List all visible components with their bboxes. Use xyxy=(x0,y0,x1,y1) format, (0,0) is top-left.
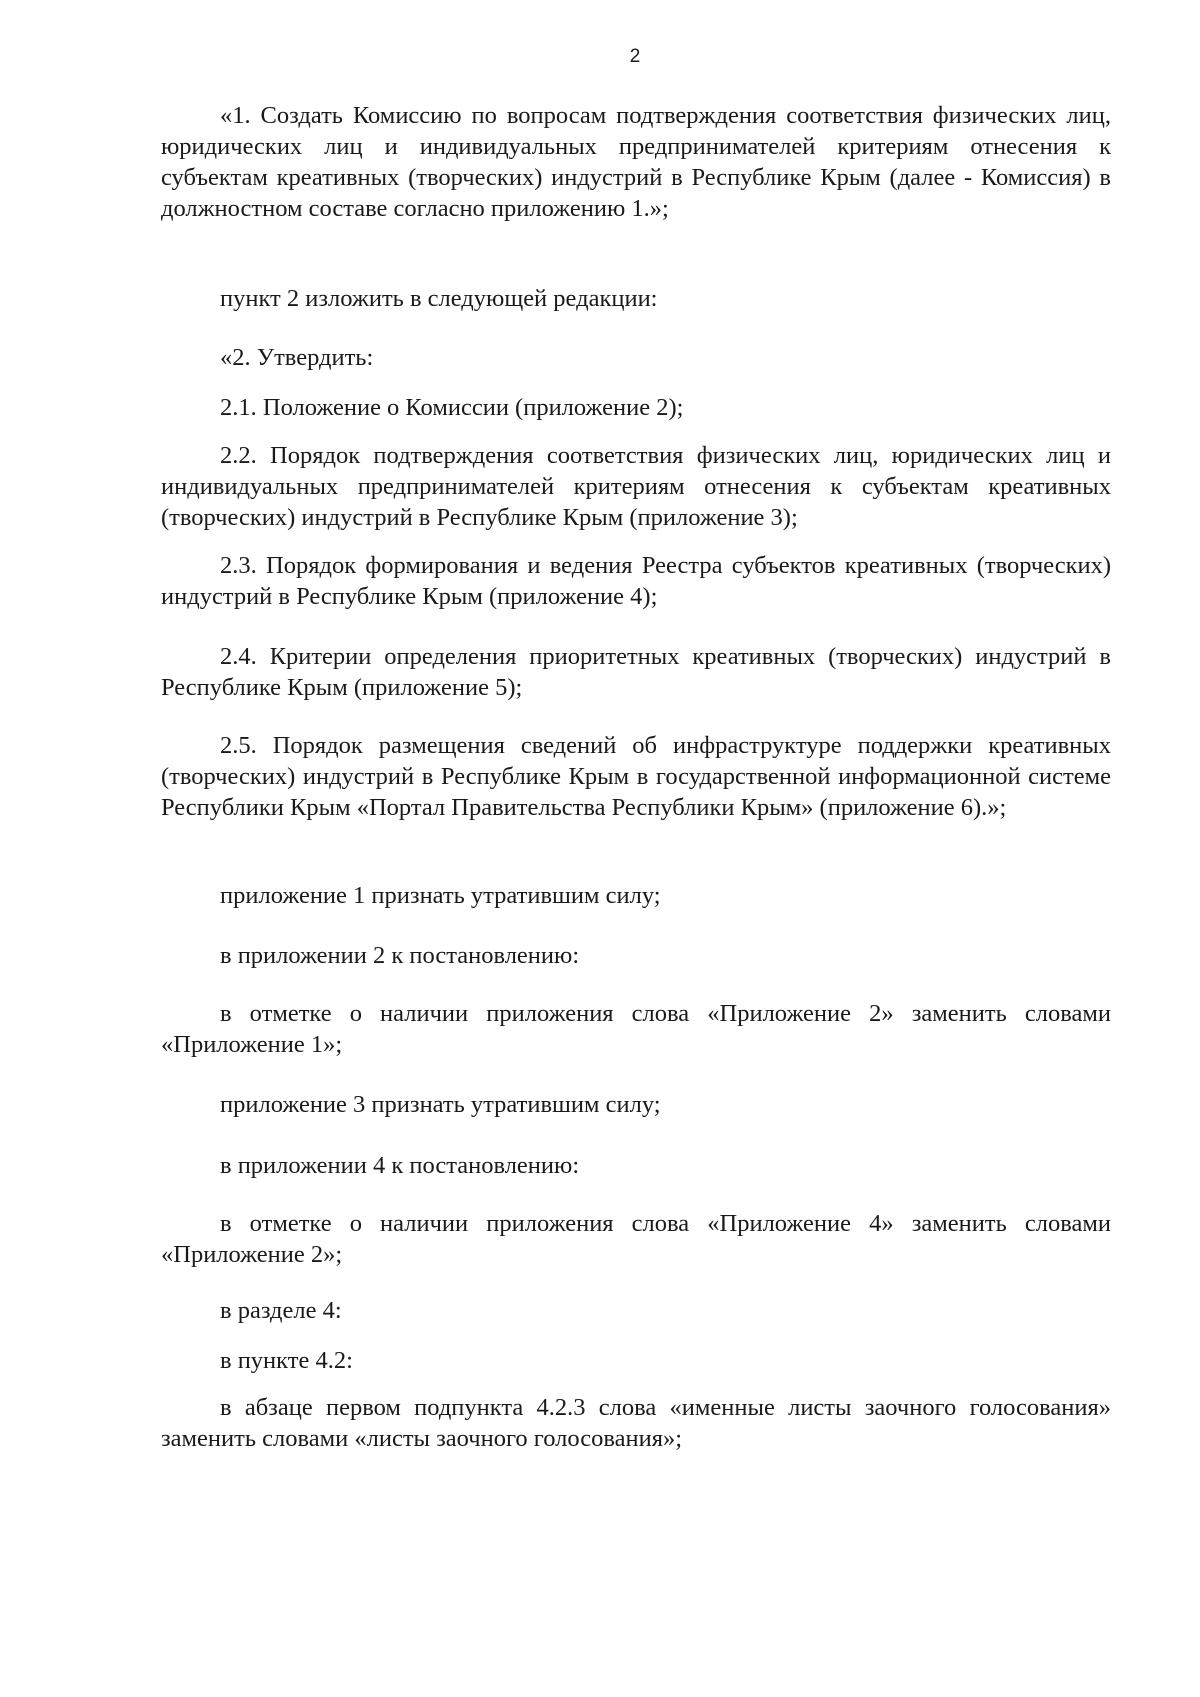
paragraph-annex2-mark: в отметке о наличии приложения слова «Приложение 2» заменить словами «Приложение 1»; xyxy=(161,1000,1111,1058)
paragraph-annex2: в приложении 2 к постановлению: xyxy=(220,942,580,969)
paragraph-4-2-3: в абзаце первом подпункта 4.2.3 слова «именные листы заочного голосования» заменить словами «листы заочного голосования»; xyxy=(161,1394,1111,1452)
paragraph-2-4: 2.4. Критерии определения приоритетных креативных (творческих) индустрий в Республике Крым (приложение 5); xyxy=(161,643,1111,701)
paragraph-commission: «1. Создать Комиссию по вопросам подтверждения соответствия физических лиц, юридических лиц и индивидуальных предпринимателей критериям отнесения к субъектам креативных (творческих) индустрий в Республике Крым (далее - Комиссия) в должностном составе согласно приложению 1.»; xyxy=(161,102,1111,222)
paragraph-2-3: 2.3. Порядок формирования и ведения Реестра субъектов креативных (творческих) индустрий в Республике Крым (приложение 4); xyxy=(161,552,1111,610)
paragraph-2-1: 2.1. Положение о Комиссии (приложение 2); xyxy=(220,394,684,421)
paragraph-annex4-mark: в отметке о наличии приложения слова «Приложение 4» заменить словами «Приложение 2»; xyxy=(161,1210,1111,1268)
paragraph-section4: в разделе 4: xyxy=(220,1297,342,1324)
paragraph-approve: «2. Утвердить: xyxy=(220,344,374,371)
paragraph-point-4-2: в пункте 4.2: xyxy=(220,1347,353,1374)
page-number: 2 xyxy=(629,46,641,67)
paragraph-item2-edit: пункт 2 изложить в следующей редакции: xyxy=(220,285,658,312)
paragraph-2-5: 2.5. Порядок размещения сведений об инфраструктуре поддержки креативных (творческих) индустрий в Республике Крым в государственной информационной системе Республики Крым «Портал Правительства Республики Крым» (приложение 6).»; xyxy=(161,732,1111,821)
paragraph-annex4: в приложении 4 к постановлению: xyxy=(220,1152,580,1179)
paragraph-annex1-void: приложение 1 признать утратившим силу; xyxy=(220,882,661,909)
paragraph-annex3-void: приложение 3 признать утратившим силу; xyxy=(220,1091,661,1118)
paragraph-2-2: 2.2. Порядок подтверждения соответствия физических лиц, юридических лиц и индивидуальных предпринимателей критериям отнесения к субъектам креативных (творческих) индустрий в Республике Крым (приложение 3); xyxy=(161,442,1111,531)
